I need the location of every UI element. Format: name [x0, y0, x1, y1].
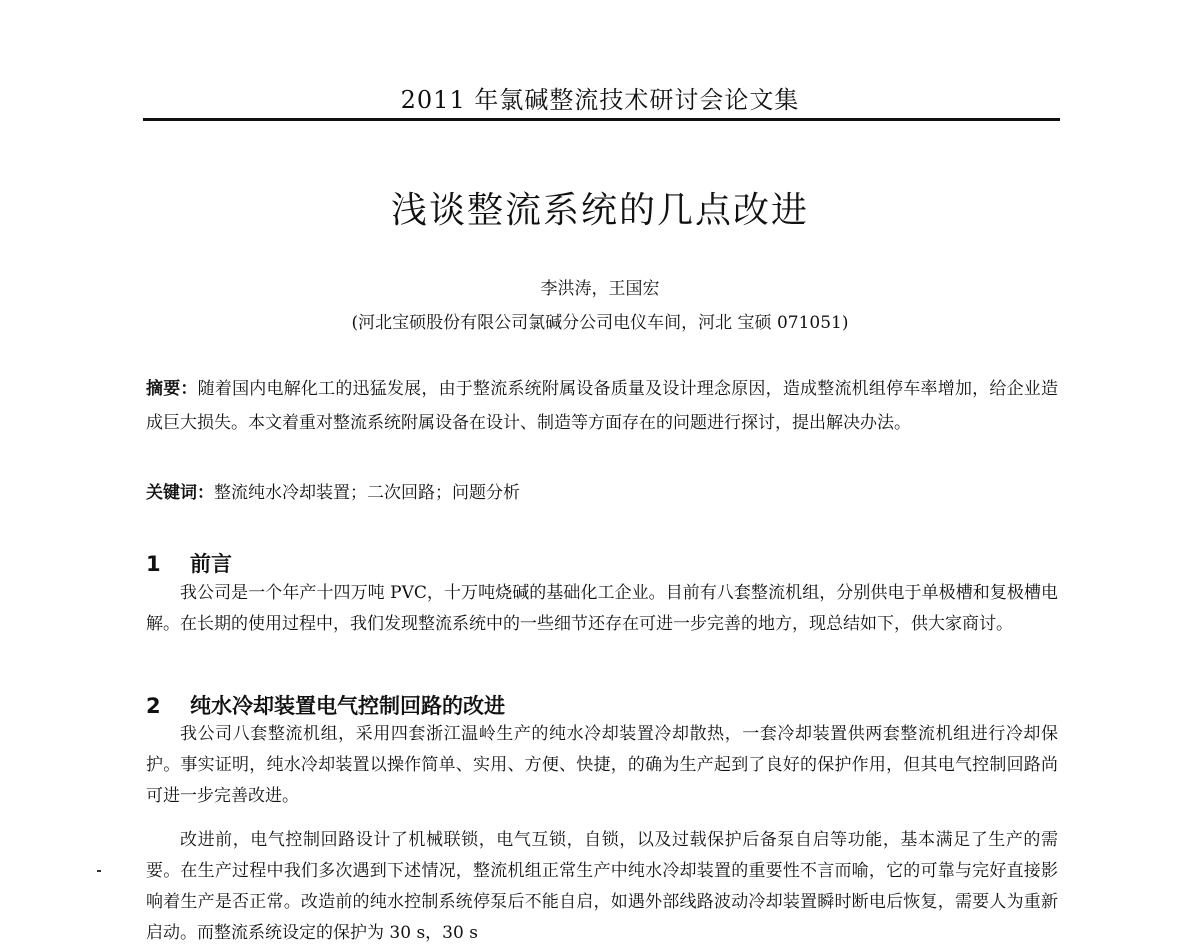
abstract-label: 摘要：	[146, 379, 198, 399]
header-rule	[143, 118, 1060, 121]
paragraph: 改进前，电气控制回路设计了机械联锁，电气互锁，自锁，以及过载保护后备泵自启等功能，基本满足了生产的需要。在生产过程中我们多次遇到下述情况，整流机组正常生产中纯水冷却装置的重要性不言而喻，它的可靠与完好直接影响着生产是否正常。改造前的纯水控制系统停泵后不能自启，如遇外部线路波动冷却装置瞬时断电后恢复，需要人为重新启动。而整流系统设定的保护为 30 s，30 s	[146, 830, 1058, 943]
keywords-text: 整流纯水冷却装置；二次回路；问题分析	[214, 483, 520, 503]
keywords	[146, 478, 1058, 503]
abstract	[146, 372, 1058, 440]
section-number: 2	[146, 694, 161, 718]
section-title: 前言	[190, 552, 232, 576]
scan-speck	[97, 870, 101, 872]
section-heading	[146, 548, 1058, 578]
running-header: 2011 年氯碱整流技术研讨会论文集	[400, 86, 800, 114]
authors: 李洪涛，王国宏	[540, 279, 660, 299]
section-number: 1	[146, 552, 161, 576]
section-heading	[146, 690, 1058, 720]
section-title: 纯水冷却装置电气控制回路的改进	[190, 694, 505, 718]
abstract-text: 随着国内电解化工的迅猛发展，由于整流系统附属设备质量及设计理念原因，造成整流机组停车率增加，给企业造成巨大损失。本文着重对整流系统附属设备在设计、制造等方面存在的问题进行探讨，提出解决办法。	[146, 379, 1059, 433]
paper-title: 浅谈整流系统的几点改进	[390, 190, 809, 231]
paragraph: 我公司八套整流机组，采用四套浙江温岭生产的纯水冷却装置冷却散热，一套冷却装置供两套整流机组进行冷却保护。事实证明，纯水冷却装置以操作简单、实用、方便、快捷，的确为生产起到了良好的保护作用，但其电气控制回路尚可进一步完善改进。	[146, 724, 1058, 806]
affiliation: (河北宝硕股份有限公司氯碱分公司电仪车间，河北 宝硕 071051)	[351, 313, 849, 333]
keywords-label: 关键词：	[146, 483, 214, 503]
paragraph: 我公司是一个年产十四万吨 PVC，十万吨烧碱的基础化工企业。目前有八套整流机组，分别供电于单极槽和复极槽电解。在长期的使用过程中，我们发现整流系统中的一些细节还存在可进一步完善的地方，现总结如下，供大家商讨。	[146, 583, 1058, 634]
